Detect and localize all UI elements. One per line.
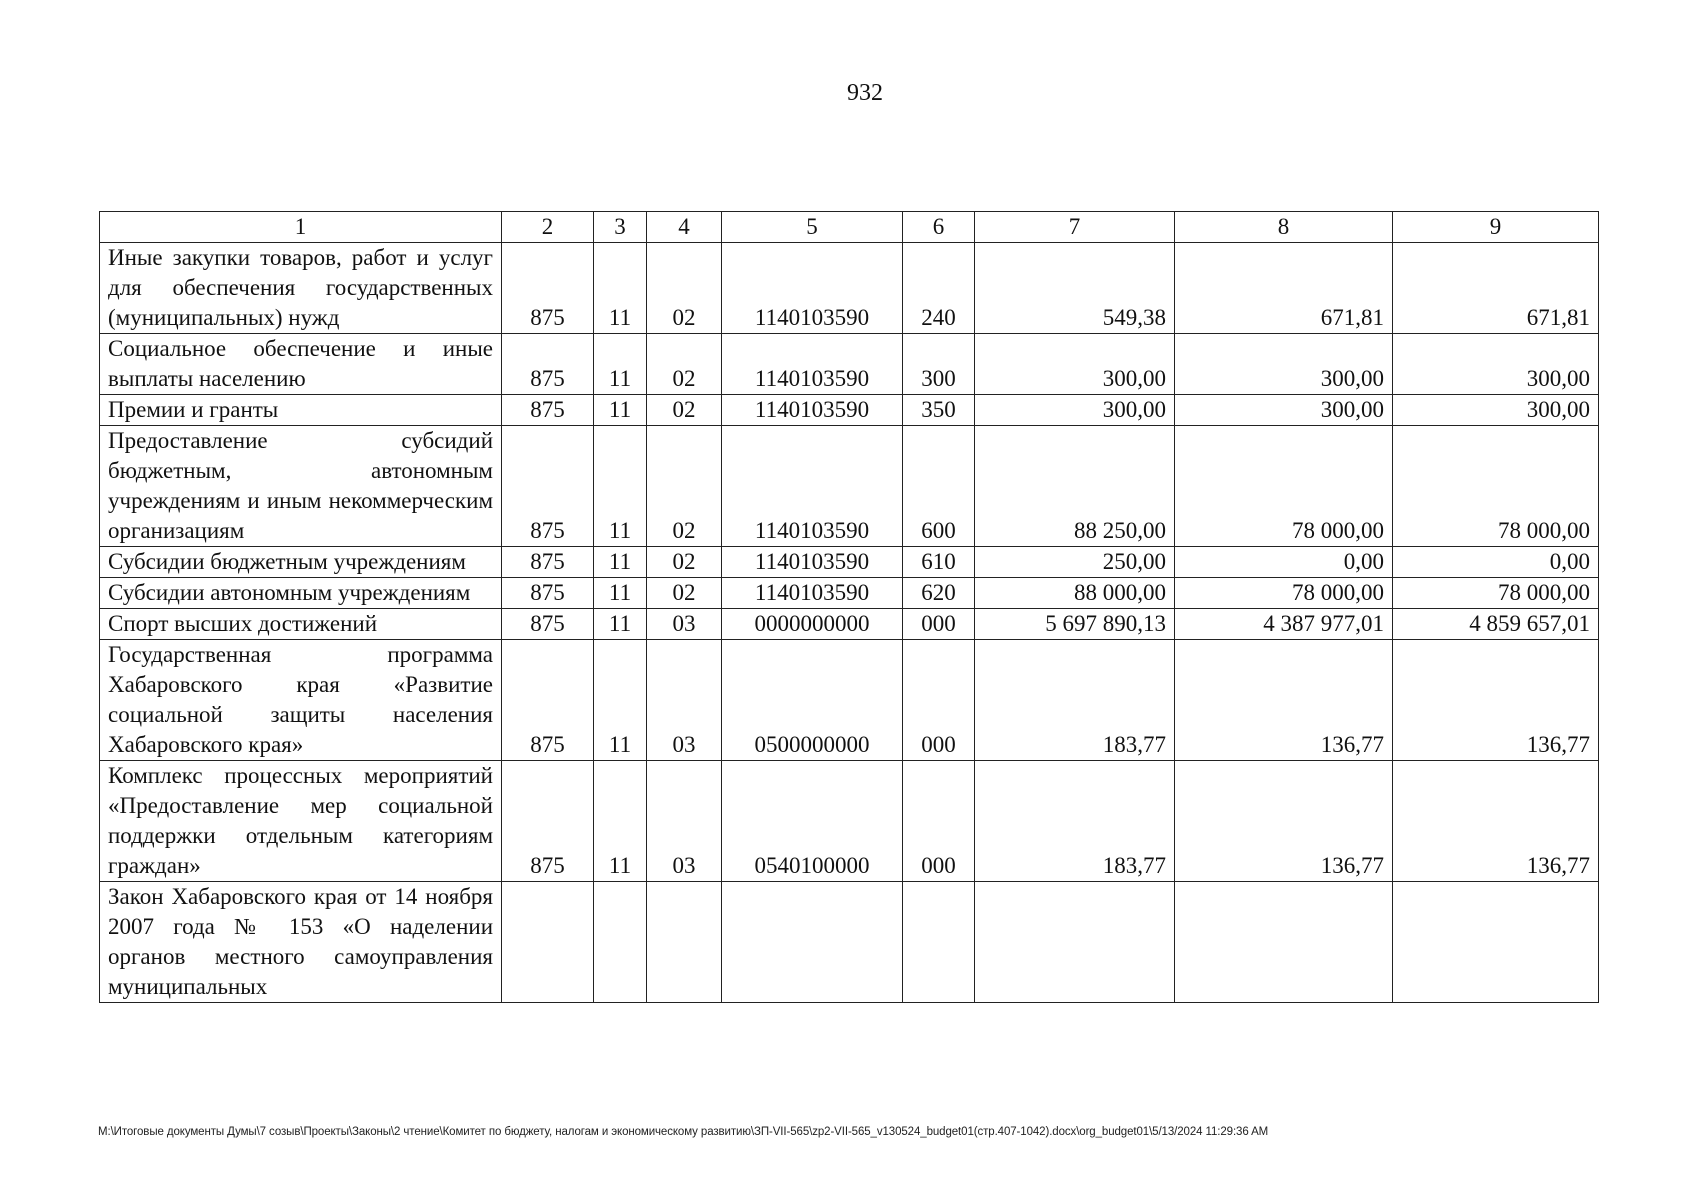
table-row bbox=[100, 334, 1599, 395]
subsection-cell: 03 bbox=[647, 609, 722, 640]
target-code-cell: 1140103590 bbox=[722, 243, 903, 334]
budget-table bbox=[99, 211, 1599, 1003]
row-name-cell: Спорт высших достижений bbox=[100, 609, 502, 640]
amount-cell-col7: 549,38 bbox=[975, 243, 1175, 334]
target-code-cell: 0000000000 bbox=[722, 609, 903, 640]
admin-code-cell: 875 bbox=[502, 426, 594, 547]
section-cell: 11 bbox=[594, 578, 647, 609]
row-name-cell: Премии и гранты bbox=[100, 395, 502, 426]
table-row bbox=[100, 882, 1599, 1003]
subsection-cell: 02 bbox=[647, 547, 722, 578]
row-name-cell: Комплекс процессных мероприятий «Предоставление мер социальной поддержки отдельным категориям граждан» bbox=[100, 761, 502, 882]
section-cell: 11 bbox=[594, 547, 647, 578]
section-cell: 11 bbox=[594, 395, 647, 426]
target-code-cell: 1140103590 bbox=[722, 578, 903, 609]
amount-cell-col9: 300,00 bbox=[1393, 334, 1599, 395]
amount-cell-col8: 78 000,00 bbox=[1175, 426, 1393, 547]
amount-cell-col9: 136,77 bbox=[1393, 640, 1599, 761]
subsection-cell: 03 bbox=[647, 640, 722, 761]
admin-code-cell: 875 bbox=[502, 578, 594, 609]
admin-code-cell bbox=[502, 882, 594, 1003]
header-cell: 6 bbox=[903, 212, 975, 243]
subsection-cell: 02 bbox=[647, 426, 722, 547]
table-row bbox=[100, 761, 1599, 882]
row-name-cell: Предоставление субсидий бюджетным, автономным учреждениям и иным некоммерческим организациям bbox=[100, 426, 502, 547]
subsection-cell: 02 bbox=[647, 243, 722, 334]
amount-cell-col8: 300,00 bbox=[1175, 395, 1393, 426]
header-cell: 1 bbox=[100, 212, 502, 243]
target-code-cell: 0540100000 bbox=[722, 761, 903, 882]
row-name-cell: Иные закупки товаров, работ и услуг для обеспечения государственных (муниципальных) нужд bbox=[100, 243, 502, 334]
amount-cell-col7: 183,77 bbox=[975, 640, 1175, 761]
expense-type-cell: 000 bbox=[903, 640, 975, 761]
admin-code-cell: 875 bbox=[502, 640, 594, 761]
expense-type-cell: 610 bbox=[903, 547, 975, 578]
expense-type-cell: 600 bbox=[903, 426, 975, 547]
subsection-cell bbox=[647, 882, 722, 1003]
page-number: 932 bbox=[847, 80, 883, 106]
admin-code-cell: 875 bbox=[502, 547, 594, 578]
amount-cell-col7: 300,00 bbox=[975, 395, 1175, 426]
amount-cell-col8: 136,77 bbox=[1175, 761, 1393, 882]
target-code-cell: 0500000000 bbox=[722, 640, 903, 761]
amount-cell-col8: 671,81 bbox=[1175, 243, 1393, 334]
table-row bbox=[100, 243, 1599, 334]
row-name-cell: Субсидии бюджетным учреждениям bbox=[100, 547, 502, 578]
header-cell: 5 bbox=[722, 212, 903, 243]
table-row bbox=[100, 547, 1599, 578]
admin-code-cell: 875 bbox=[502, 609, 594, 640]
subsection-cell: 03 bbox=[647, 761, 722, 882]
header-cell: 3 bbox=[594, 212, 647, 243]
section-cell: 11 bbox=[594, 609, 647, 640]
amount-cell-col9: 671,81 bbox=[1393, 243, 1599, 334]
header-cell: 9 bbox=[1393, 212, 1599, 243]
amount-cell-col8: 300,00 bbox=[1175, 334, 1393, 395]
section-cell: 11 bbox=[594, 640, 647, 761]
section-cell: 11 bbox=[594, 761, 647, 882]
expense-type-cell: 350 bbox=[903, 395, 975, 426]
section-cell bbox=[594, 882, 647, 1003]
target-code-cell bbox=[722, 882, 903, 1003]
admin-code-cell: 875 bbox=[502, 761, 594, 882]
amount-cell-col9 bbox=[1393, 882, 1599, 1003]
header-cell: 4 bbox=[647, 212, 722, 243]
row-name-cell: Государственная программа Хабаровского края «Развитие социальной защиты населения Хабаровского края» bbox=[100, 640, 502, 761]
target-code-cell: 1140103590 bbox=[722, 547, 903, 578]
header-cell: 8 bbox=[1175, 212, 1393, 243]
admin-code-cell: 875 bbox=[502, 334, 594, 395]
admin-code-cell: 875 bbox=[502, 395, 594, 426]
expense-type-cell: 000 bbox=[903, 609, 975, 640]
section-cell: 11 bbox=[594, 426, 647, 547]
row-name-cell: Субсидии автономным учреждениям bbox=[100, 578, 502, 609]
amount-cell-col7: 183,77 bbox=[975, 761, 1175, 882]
row-name-cell: Закон Хабаровского края от 14 ноября 2007 года № 153 «О наделении органов местного самоуправления муниципальных bbox=[100, 882, 502, 1003]
table-row bbox=[100, 609, 1599, 640]
header-cell: 7 bbox=[975, 212, 1175, 243]
amount-cell-col9: 136,77 bbox=[1393, 761, 1599, 882]
file-path-footer: M:\Итоговые документы Думы\7 созыв\Проекты\Законы\2 чтение\Комитет по бюджету, налогам и экономическому развитию\ЗП-VII-565\zp2-VII-565_v130524_budget01(стр.407-1042).docx\org_budget01\5/13/2024 11:29:36 AM bbox=[98, 1126, 1269, 1138]
row-name-cell: Социальное обеспечение и иные выплаты населению bbox=[100, 334, 502, 395]
header-cell: 2 bbox=[502, 212, 594, 243]
target-code-cell: 1140103590 bbox=[722, 426, 903, 547]
table-row bbox=[100, 395, 1599, 426]
amount-cell-col9: 0,00 bbox=[1393, 547, 1599, 578]
amount-cell-col8: 0,00 bbox=[1175, 547, 1393, 578]
header-row bbox=[100, 212, 1599, 243]
amount-cell-col7: 300,00 bbox=[975, 334, 1175, 395]
amount-cell-col9: 300,00 bbox=[1393, 395, 1599, 426]
section-cell: 11 bbox=[594, 334, 647, 395]
target-code-cell: 1140103590 bbox=[722, 334, 903, 395]
amount-cell-col7: 250,00 bbox=[975, 547, 1175, 578]
expense-type-cell: 240 bbox=[903, 243, 975, 334]
amount-cell-col7: 5 697 890,13 bbox=[975, 609, 1175, 640]
table-row bbox=[100, 578, 1599, 609]
expense-type-cell bbox=[903, 882, 975, 1003]
amount-cell-col9: 4 859 657,01 bbox=[1393, 609, 1599, 640]
expense-type-cell: 620 bbox=[903, 578, 975, 609]
amount-cell-col7: 88 000,00 bbox=[975, 578, 1175, 609]
amount-cell-col9: 78 000,00 bbox=[1393, 426, 1599, 547]
table-row bbox=[100, 426, 1599, 547]
amount-cell-col7: 88 250,00 bbox=[975, 426, 1175, 547]
section-cell: 11 bbox=[594, 243, 647, 334]
amount-cell-col9: 78 000,00 bbox=[1393, 578, 1599, 609]
admin-code-cell: 875 bbox=[502, 243, 594, 334]
expense-type-cell: 300 bbox=[903, 334, 975, 395]
expense-type-cell: 000 bbox=[903, 761, 975, 882]
table-row bbox=[100, 640, 1599, 761]
target-code-cell: 1140103590 bbox=[722, 395, 903, 426]
amount-cell-col8: 136,77 bbox=[1175, 640, 1393, 761]
amount-cell-col8 bbox=[1175, 882, 1393, 1003]
subsection-cell: 02 bbox=[647, 395, 722, 426]
amount-cell-col8: 4 387 977,01 bbox=[1175, 609, 1393, 640]
subsection-cell: 02 bbox=[647, 578, 722, 609]
subsection-cell: 02 bbox=[647, 334, 722, 395]
amount-cell-col8: 78 000,00 bbox=[1175, 578, 1393, 609]
amount-cell-col7 bbox=[975, 882, 1175, 1003]
